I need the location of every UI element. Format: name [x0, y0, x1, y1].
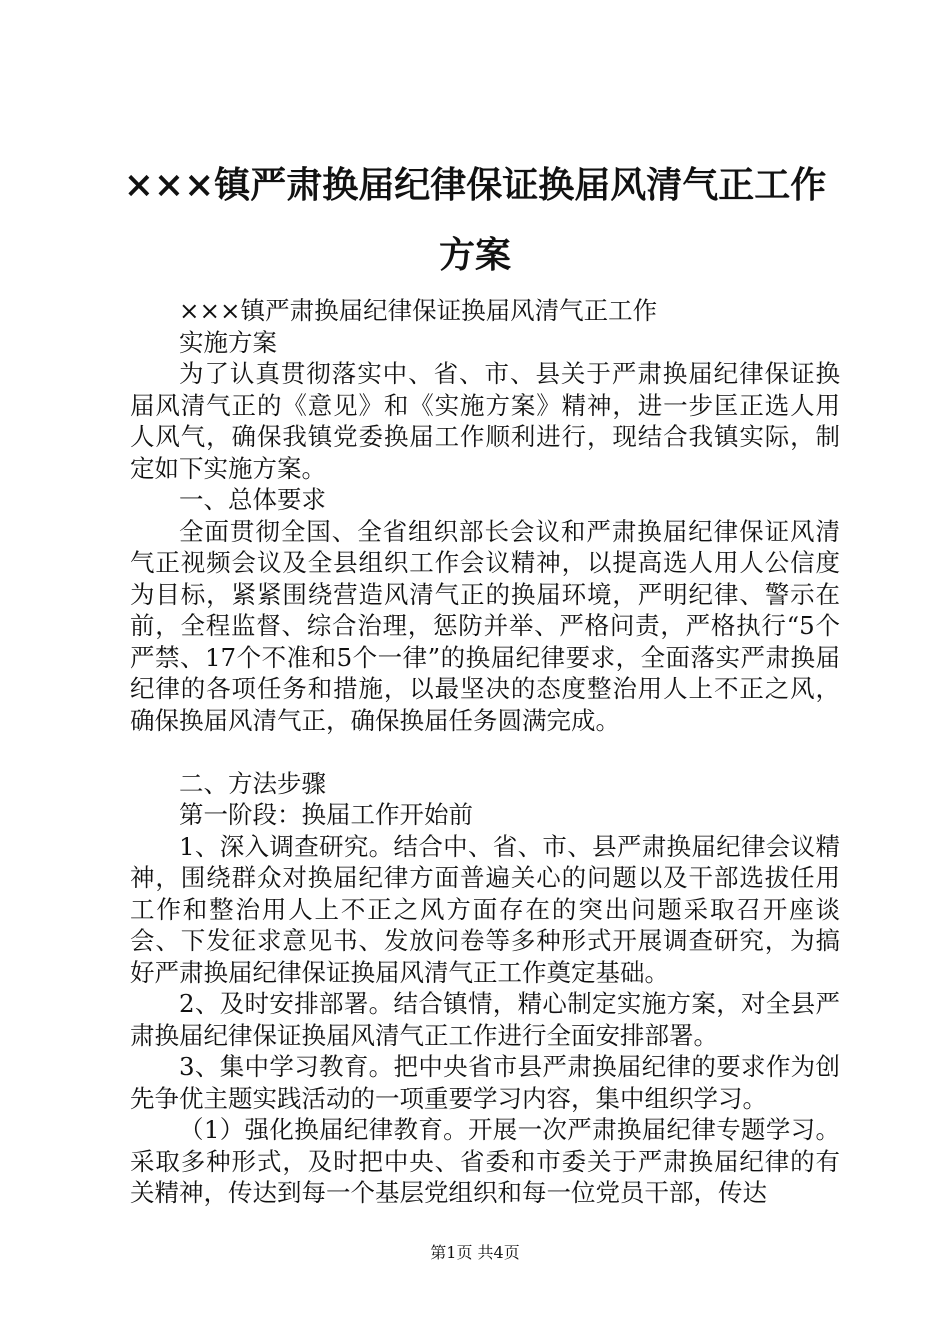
title-line-2: 方案: [438, 234, 511, 276]
document-body: [130, 295, 840, 1209]
body-paragraph: 3、集中学习教育。把中央省市县严肃换届纪律的要求作为创先争优主题实践活动的一项重要学习内容，集中组织学习。: [130, 1052, 840, 1113]
body-paragraph: 2、及时安排部署。结合镇情，精心制定实施方案，对全县严肃换届纪律保证换届风清气正工作进行全面安排部署。: [130, 989, 840, 1050]
stage-heading: 第一阶段：换届工作开始前: [179, 800, 473, 829]
section-heading-2: 二、方法步骤: [179, 768, 326, 798]
subtitle-line-2: 实施方案: [179, 327, 277, 357]
paragraph-spacer: [130, 736, 840, 768]
body-paragraph: 1、深入调查研究。结合中、省、市、县严肃换届纪律会议精神，围绕群众对换届纪律方面普遍关心的问题以及干部选拔任用工作和整治用人上不正之风方面存在的突出问题采取召开座谈会、下发征求意见书、发放问卷等多种形式开展调查研究，为搞好严肃换届纪律保证换届风清气正工作奠定基础。: [130, 831, 840, 987]
title-line-1: ×××镇严肃换届纪律保证换届风清气正工作: [123, 164, 827, 206]
page-total: 共4页: [477, 1243, 520, 1262]
body-paragraph: （1）强化换届纪律教育。开展一次严肃换届纪律专题学习。采取多种形式，及时把中央、省委和市委关于严肃换届纪律的有关精神，传达到每一个基层党组织和每一位党员干部，传达: [130, 1115, 840, 1207]
section-heading-1: 一、总体要求: [179, 485, 326, 514]
subtitle-line-1: ×××镇严肃换届纪律保证换届风清气正工作: [179, 296, 658, 325]
document-title: [100, 150, 850, 290]
body-paragraph: 全面贯彻全国、全省组织部长会议和严肃换届纪律保证风清气正视频会议及全县组织工作会议精神，以提高选人用人公信度为目标，紧紧围绕营造风清气正的换届环境，严明纪律、警示在前，全程监督、综合治理，惩防并举、严格问责，严格执行“5个严禁、17个不准和5个一律”的换届纪律要求，全面落实严肃换届纪律的各项任务和措施，以最坚决的态度整治用人上不正之风，确保换届风清气正，确保换届任务圆满完成。: [130, 516, 840, 735]
page-footer: [0, 1243, 950, 1263]
intro-paragraph: 为了认真贯彻落实中、省、市、县关于严肃换届纪律保证换届风清气正的《意见》和《实施方案》精神，进一步匡正选人用人风气，确保我镇党委换届工作顺利进行，现结合我镇实际，制定如下实施方案。: [130, 359, 840, 483]
page-number: 第1页: [430, 1243, 473, 1262]
